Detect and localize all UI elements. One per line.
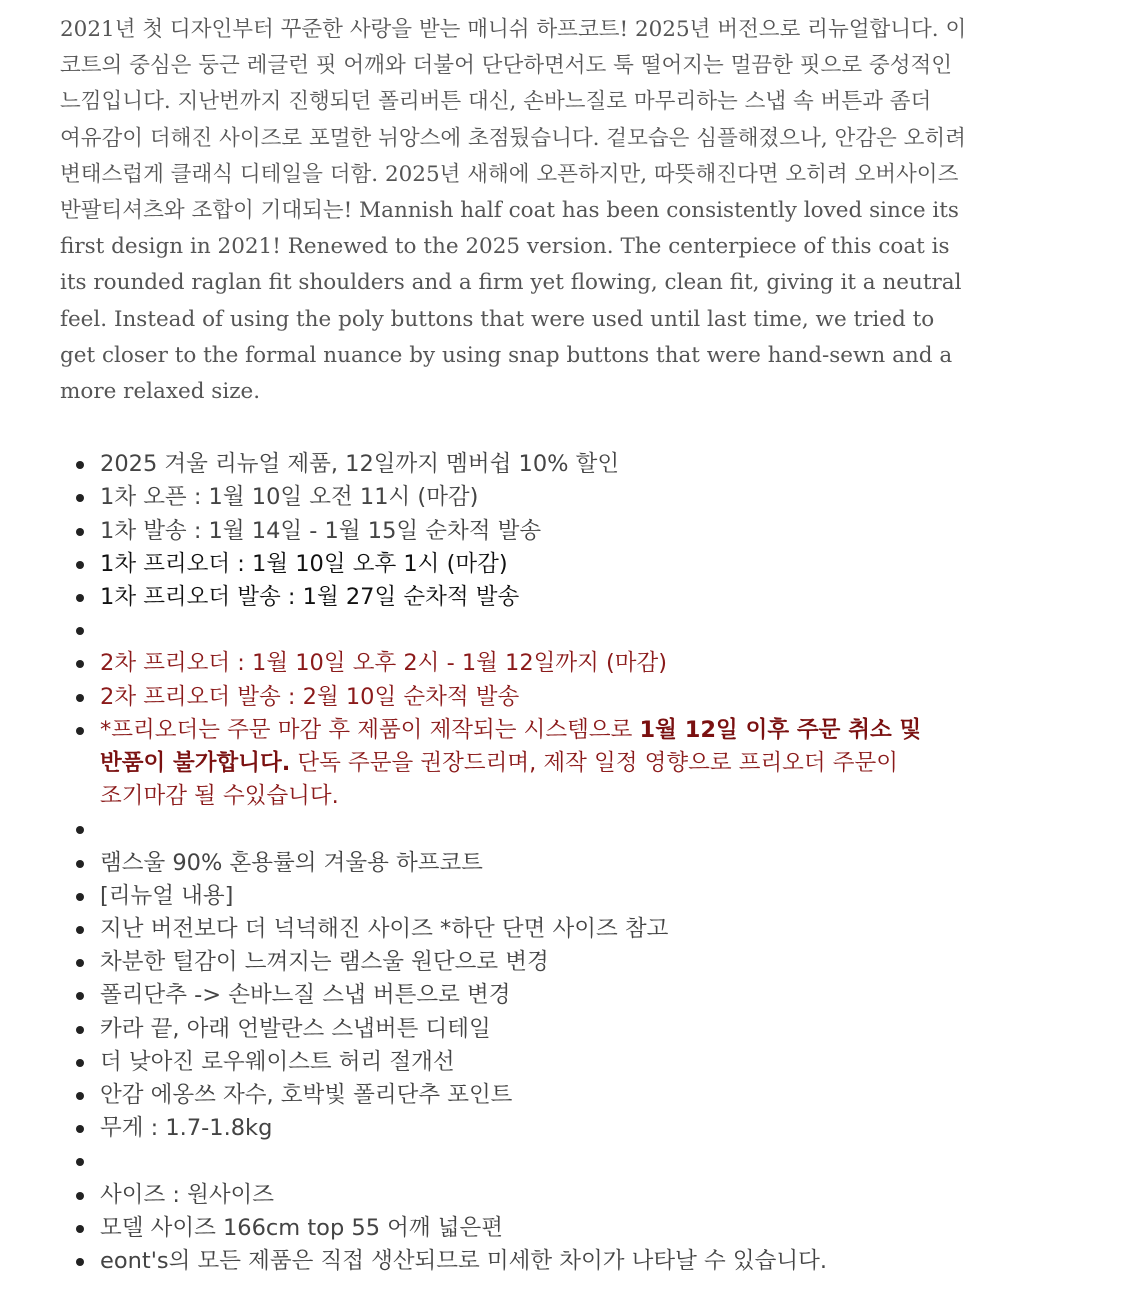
intro-paragraph: 2021년 첫 디자인부터 꾸준한 사랑을 받는 매니쉬 하프코트! 2025년 버전으로 리뉴얼합니다. 이 코트의 중심은 둥근 레글런 핏 어깨와 더불어 단단하면서도 툭 떨어지는 멀끔한 핏으로 중성적인 느낌입니다. 지난번까지 진행되던 폴리버튼 대신, 손바느질로 마무리하는 스냅 속 버튼과 좀더 여유감이 더해진 사이즈로 포멀한 뉘앙스에 초점뒀습니다. 겉모습은 심플해졌으나, 안감은 오히려 변태스럽게 클래식 디테일을 더함. 2025년 새해에 오픈하지만, 따뜻해진다면 오히려 오버사이즈 반팔티셔츠와 조합이 기대되는! Mannish half coat has been consistently loved since its first design in 2021! Renewed to the 2025 version. The centerpiece of this coat is its rounded raglan fit shoulders and a firm yet flowing, clean fit, giving it a neutral feel. Instead of using the poly buttons that were used until last time, we tried to get closer to the formal nuance by using snap buttons that were hand-sewn and a more relaxed size. [60,17,967,405]
list-item: eont's의 모든 제품은 직접 생산되므로 미세한 차이가 나타날 수 있습니다. [60,1245,970,1278]
list-item: 지난 버전보다 더 넉넉해진 사이즈 *하단 단면 사이즈 참고 [60,913,970,946]
list-item: 1차 프리오더 : 1월 10일 오후 1시 (마감) [60,548,970,581]
list-item: 2차 프리오더 발송 : 2월 10일 순차적 발송 [60,681,970,714]
list-item: 1차 오픈 : 1월 10일 오전 11시 (마감) [60,481,970,514]
preorder-notice-bold: 1월 12일 이후 주문 취소 및 반품이 불가합니다. [100,716,922,777]
list-item: 램스울 90% 혼용률의 겨울용 하프코트 [60,847,970,880]
list-item: 더 낮아진 로우웨이스트 허리 절개선 [60,1046,970,1079]
empty-list-item [60,1145,970,1178]
list-item: 1차 발송 : 1월 14일 - 1월 15일 순차적 발송 [60,515,970,548]
list-item: 2025 겨울 리뉴얼 제품, 12일까지 멤버쉽 10% 할인 [60,448,970,481]
list-item: 무게 : 1.7-1.8kg [60,1112,970,1145]
preorder-notice-text-after: 단독 주문을 권장드리며, 제작 일정 영향으로 프리오더 주문이 조기마감 될 수있습니다. [100,750,899,810]
list-item: 폴리단추 -> 손바느질 스냅 버튼으로 변경 [60,979,970,1012]
list-item: 안감 에옹쓰 자수, 호박빛 폴리단추 포인트 [60,1079,970,1112]
list-item: [리뉴얼 내용] [60,880,970,913]
empty-list-item [60,614,970,647]
list-item: 모델 사이즈 166cm top 55 어깨 넓은편 [60,1212,970,1245]
preorder-notice-text: *프리오더는 주문 마감 후 제품이 제작되는 시스템으로 [100,716,640,743]
list-item: 사이즈 : 원사이즈 [60,1179,970,1212]
empty-list-item [60,813,970,846]
list-item: 카라 끝, 아래 언발란스 스냅버튼 디테일 [60,1013,970,1046]
list-item: 1차 프리오더 발송 : 1월 27일 순차적 발송 [60,581,970,614]
list-item: 차분한 털감이 느껴지는 램스울 원단으로 변경 [60,946,970,979]
product-description [60,12,970,1278]
preorder-notice-item [60,714,970,814]
list-item: 2차 프리오더 : 1월 10일 오후 2시 - 1월 12일까지 (마감) [60,647,970,680]
product-info-list [60,448,970,1278]
